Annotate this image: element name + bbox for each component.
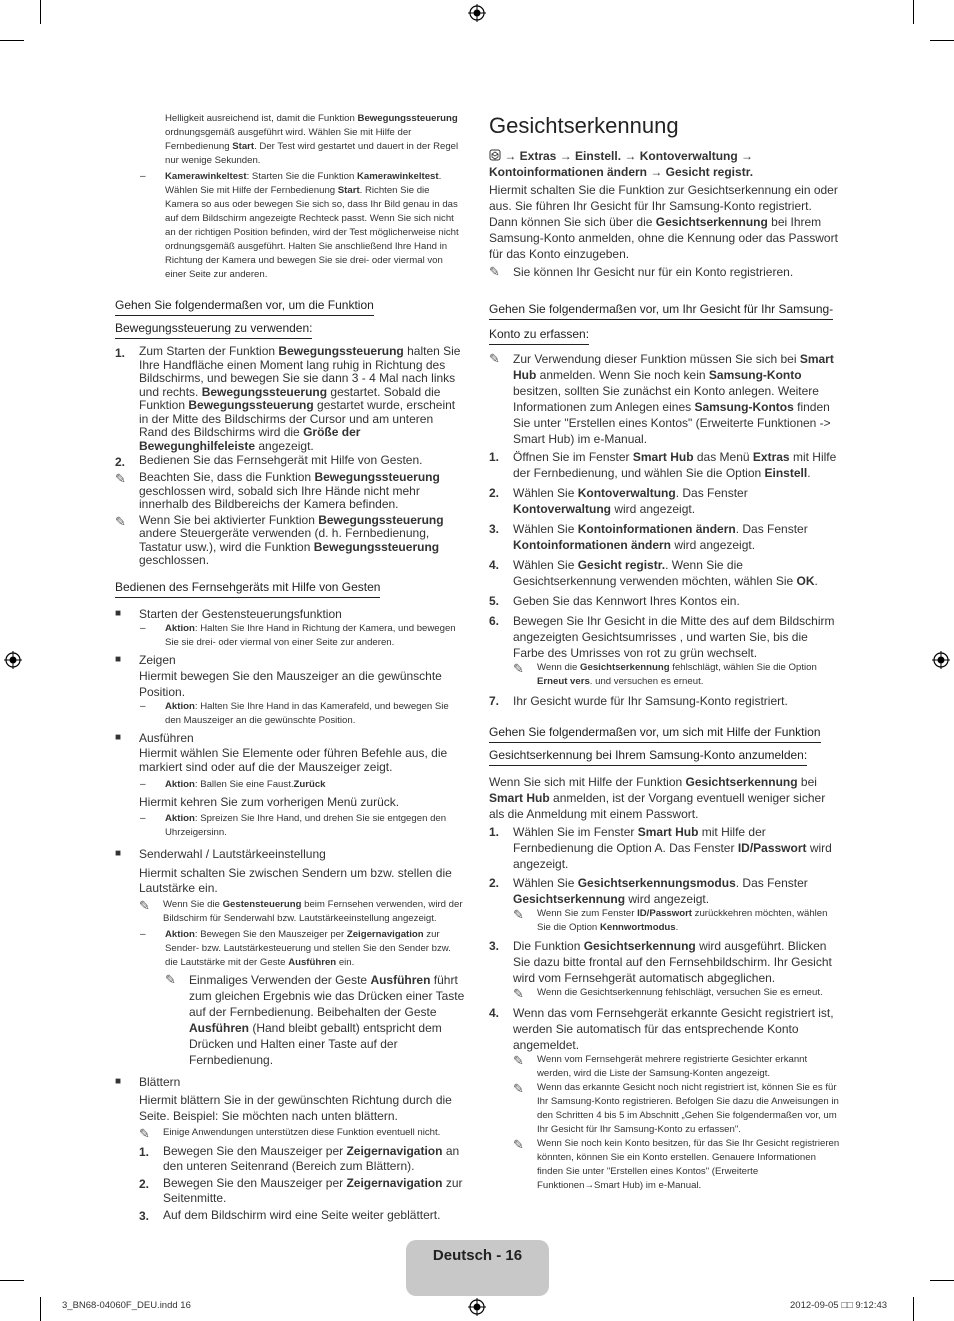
bold-term: Aktion — [165, 700, 195, 712]
text-run: . Der Test wird gestartet und dauert in der Regel nur wenige Sekunden. — [165, 141, 459, 166]
bold-term: Kennwortmodus — [599, 922, 676, 933]
text-run: Wenn das vom Fernsehgerät erkannte Gesicht registriert ist, werden Sie automatisch für das entsprechende Konto angemeldet. — [513, 1006, 834, 1052]
text-run: Beachten Sie, dass die Funktion — [139, 470, 315, 484]
step-text — [139, 454, 465, 470]
text-run: . Das Fenster — [675, 486, 748, 500]
bold-term: Extras — [752, 450, 790, 464]
bold-term: Smart Hub — [489, 791, 550, 805]
text-run: Wenn Sie zum Fenster — [537, 908, 638, 919]
note-text — [537, 661, 841, 689]
text-run: an den unteren Seitenrand (Bereich zum Blättern). — [163, 1143, 460, 1173]
text-run: halten Sie Ihre Handfläche einen Moment lang ruhig in Richtung des Bildschirms, und bewegen Sie sie dann 3 - 4 Mal nach links und rechts. — [139, 344, 461, 399]
bold-term: Kamerawinkeltest — [356, 171, 439, 182]
step-text — [513, 449, 841, 481]
square-bullet-icon: ■ — [115, 1075, 122, 1087]
bold-term: Bewegungssteuerung — [201, 384, 328, 399]
step-number: 1. — [489, 450, 500, 464]
text-run: andere Steuergeräte verwenden (d. h. Fernbedienung, Tastatur usw.), wird die Funktion — [139, 526, 430, 554]
bold-term: Gesichtserkennung — [685, 775, 798, 789]
heading-line: Bedienen des Fernsehgeräts mit Hilfe von Gesten — [115, 579, 380, 598]
step-text — [513, 938, 841, 986]
step-item — [489, 938, 841, 1002]
note-item — [489, 264, 841, 280]
text-run: Wählen Sie — [513, 876, 578, 890]
aktion-item — [115, 812, 465, 840]
text-run: Die Funktion — [513, 939, 584, 953]
dash-bullet: – — [140, 171, 146, 182]
step-text — [513, 875, 841, 907]
text-run: ordnungsgemäß ausgeführt wird. Wählen Sie mit Hilfe der Fernbedienung — [165, 127, 412, 152]
text-run: Wählen Sie — [513, 486, 578, 500]
crop-mark — [930, 1280, 954, 1281]
list-item — [115, 730, 465, 746]
text-run: mit Hilfe der Fernbedienung, und wählen Sie die Option — [513, 450, 837, 480]
text-run: Wählen Sie — [513, 558, 578, 572]
bold-term: Bewegungssteuerung — [188, 398, 314, 412]
text-run: Bedienen Sie das Fernsehgerät mit Hilfe von Gesten. — [139, 453, 423, 467]
text-run: fehlschlägt, wählen Sie die Option — [669, 662, 817, 673]
bold-term: ID/Passwort — [637, 908, 692, 919]
aktion-item — [115, 778, 465, 792]
note-item — [513, 1081, 841, 1137]
registration-mark-icon — [932, 651, 950, 669]
text-run: Wenn die Gesichtserkennung fehlschlägt, versuchen Sie es erneut. — [537, 987, 823, 998]
step-text — [163, 1208, 465, 1224]
text-run: gestartet wurde, erscheint in der Mitte des Bildschirms der Cursor und am unteren Rand des Bildschirms wird die — [139, 398, 456, 439]
section-title: Zeigen — [139, 652, 176, 667]
note-icon: ✎ — [115, 471, 126, 486]
text-run: gestartet. Sobald die Funktion — [139, 384, 441, 412]
step-text — [139, 345, 465, 453]
aktion-text — [165, 812, 465, 840]
aktion-text — [165, 700, 465, 728]
note-icon: ✎ — [513, 1137, 524, 1152]
step-item — [489, 875, 841, 935]
bold-term: Gesichtserkennung — [580, 662, 670, 673]
aktion-item — [115, 622, 465, 650]
note-item — [165, 972, 465, 1068]
step-item — [139, 1144, 465, 1174]
heading-line: Gesichtserkennung bei Ihrem Samsung-Konto anzumelden: — [489, 747, 807, 766]
dash-bullet: – — [140, 778, 146, 790]
text-run: geschlossen. — [139, 553, 210, 567]
text-run: Wählen Sie im Fenster — [513, 825, 638, 839]
bold-term: ID/Passwort — [737, 841, 807, 855]
text-run: wird angezeigt. — [625, 892, 710, 906]
text-run: Zur Verwendung dieser Funktion müssen Sie sich bei — [513, 352, 800, 366]
step-number: 1. — [139, 1144, 150, 1159]
gesture-section — [115, 606, 465, 1224]
section-heading — [489, 300, 841, 345]
aktion-item — [115, 928, 465, 970]
square-bullet-icon: ■ — [115, 653, 122, 665]
bold-term: Bewegungssteuerung — [357, 113, 458, 124]
bold-term: Bewegungssteuerung — [278, 344, 404, 358]
text-run: . Richten Sie die Kamera so aus oder bewegen Sie sich so, dass Ihr Bild genau in das auf dem Bildschirm angezeigte Rechteck passt. Wenn Sie sich nicht an der richtigen Position befinden, wird der Test möglicherweise nicht ordnungsgemäß ausgeführt. Halten Sie anschließend Ihre Hand in Richtung der Kamera und bewegen Sie sie drei- oder viermal von einer Seite zur anderen. — [165, 185, 459, 280]
crop-mark — [40, 1297, 41, 1321]
text-run: : Halten Sie Ihre Hand in Richtung der Kamera, und bewegen Sie sie drei- oder viermal von einer Seite zur anderen. — [165, 622, 456, 648]
step-number: 1. — [115, 346, 126, 360]
step-item — [489, 1005, 841, 1193]
section-title: Blättern — [139, 1074, 181, 1089]
text-run: Wenn Sie noch kein Konto besitzen, für das Sie Ihr Gesicht registrieren könnten, können Sie ein Konto erstellen. Genauere Informationen finden Sie unter "Erstellen eines Kontos" (Erweiterte Funktionen→Smart Hub) im e-Manual. — [537, 1138, 840, 1191]
crop-mark — [913, 0, 914, 24]
note-icon: ✎ — [513, 1081, 524, 1096]
text-run: Bewegen Sie den Mauszeiger per — [163, 1143, 347, 1158]
note-item — [513, 907, 841, 935]
bold-term: Start — [337, 185, 360, 196]
text-run: . Das Fenster — [735, 522, 808, 536]
file-slug: 3_BN68-04060F_DEU.indd 16 — [62, 1300, 191, 1311]
bold-term: Smart Hub — [513, 352, 834, 382]
section-heading — [115, 578, 465, 598]
notes-list — [115, 471, 465, 568]
bold-term: Größe der Bewegunghilfeleiste — [139, 425, 361, 453]
section-text: Hiermit blättern Sie in der gewünschten Richtung durch die Seite. Beispiel: Sie möchten nach unten blättern. — [139, 1092, 452, 1123]
crop-mark — [0, 1280, 24, 1281]
steps-list — [489, 824, 841, 1193]
right-column — [489, 112, 841, 1196]
text-run: Wenn die — [537, 662, 581, 673]
menu-icon — [489, 149, 501, 161]
note-icon: ✎ — [489, 351, 500, 366]
bold-term: Gestensteuerung — [222, 898, 302, 910]
text-run: . — [675, 922, 679, 933]
note-item — [513, 661, 841, 689]
step-number: 4. — [489, 558, 500, 572]
dash-bullet: – — [140, 812, 146, 824]
step-item — [489, 449, 841, 481]
note-text — [537, 986, 841, 1002]
text-run: geschlossen wird, sobald sich Ihre Hände nicht mehr innerhalb des Bildbereichs der Kamera befinden. — [139, 483, 420, 511]
text-run: anmelden. Wenn Sie noch kein — [536, 368, 709, 382]
crop-mark — [40, 0, 41, 24]
text-run: wird angezeigt. — [513, 841, 832, 871]
step-item — [489, 613, 841, 689]
intro-paragraph — [165, 112, 465, 168]
aktion-text — [165, 928, 465, 970]
list-item — [115, 652, 465, 668]
steps-list — [115, 345, 465, 470]
step-number: 7. — [489, 694, 500, 708]
step-item — [489, 557, 841, 589]
heading-line: Konto zu erfassen: — [489, 326, 589, 345]
bold-term: Samsung-Konto — [708, 368, 802, 382]
text-run: Wenn vom Fernsehgerät mehrere registrierte Gesichter erkannt werden, wird die Liste der Samsung-Konten angezeigt. — [537, 1054, 808, 1079]
text-run: angezeigt. — [255, 438, 314, 453]
text-run: mit Hilfe der Fernbedienung die Option A. Das Fenster — [513, 825, 766, 855]
page-number-label: Deutsch - 16 — [432, 1247, 523, 1264]
note-item — [513, 986, 841, 1002]
step-text — [513, 1005, 841, 1053]
note-text — [537, 907, 841, 935]
text-run: : Ballen Sie eine Faust. — [194, 778, 294, 790]
text-run: . — [807, 466, 811, 480]
bold-term: Ausführen — [370, 972, 431, 987]
note-text — [537, 1053, 841, 1081]
step-item — [489, 824, 841, 872]
bold-term: Zeigernavigation — [346, 1175, 443, 1190]
text-run: . Das Fenster — [735, 876, 808, 890]
bold-term: Aktion — [165, 928, 195, 940]
note-item — [513, 1137, 841, 1193]
step-number: 3. — [489, 522, 500, 536]
step-text — [513, 693, 841, 709]
note-text — [537, 1137, 841, 1193]
bold-term: Einstell — [764, 466, 808, 480]
intro-paragraph — [489, 182, 841, 262]
text-run: führt zum gleichen Ergebnis wie das Drücken einer Taste auf der Fernbedienung. Beibehalten der Geste — [189, 972, 465, 1019]
text-run: zur Sender- bzw. Lautstärkesteuerung und stellen Sie den Sender bzw. die Lautstärke mit der Geste — [165, 928, 451, 968]
text-run: anmelden, ist der Vorgang eventuell weniger sicher als die Anmeldung mit einem Passwort. — [489, 791, 826, 821]
step-number: 3. — [489, 939, 500, 953]
bold-term: Zurück — [293, 778, 326, 790]
text-run: finden Sie unter "Erstellen eines Kontos" (Erweiterte Funktionen -> Smart Hub) im e-Manual. — [513, 400, 831, 446]
list-item — [115, 606, 465, 622]
registration-mark-icon — [468, 1298, 486, 1316]
text-run: das Menü — [693, 450, 753, 464]
section-title: Starten der Gestensteuerungsfunktion — [139, 606, 342, 621]
bold-term: OK — [796, 574, 815, 588]
bold-term: Samsung-Kontos — [694, 400, 794, 414]
crop-mark — [0, 40, 24, 41]
login-intro — [489, 774, 841, 822]
bold-term: Bewegungssteuerung — [314, 470, 440, 484]
bold-term: Kontoverwaltung — [577, 486, 676, 500]
bold-term: Smart Hub — [637, 825, 699, 839]
list-item — [115, 1074, 465, 1090]
note-text — [139, 471, 465, 512]
note-text — [189, 972, 465, 1068]
note-item — [115, 471, 465, 512]
section-text: Hiermit kehren Sie zum vorherigen Menü zurück. — [139, 794, 400, 809]
date-slug: 2012-09-05 □□ 9:12:43 — [790, 1300, 888, 1311]
bold-term: Aktion — [165, 622, 195, 634]
text-run: beim Fernsehen verwenden, wird der Bildschirm für Senderwahl bzw. Lautstärkeeinstellung angezeigt. — [163, 898, 463, 924]
text-run: Hiermit schalten Sie die Funktion zur Gesichtserkennung ein oder aus. Sie führen Ihr Gesicht für Ihr Samsung-Konto registriert. Dann können Sie sich über die — [489, 183, 838, 229]
square-bullet-icon: ■ — [115, 731, 122, 743]
note-text: Einige Anwendungen unterstützen diese Funktion eventuell nicht. — [163, 1126, 441, 1138]
text-run: Wenn Sie die — [163, 898, 223, 910]
steps-list — [489, 449, 841, 709]
text-run: bei Ihrem Samsung-Konto anmelden, ohne die Kennung oder das Passwort für das Konto einzugeben. — [489, 215, 838, 261]
text-run: Wählen Sie — [513, 522, 578, 536]
note-item — [139, 1126, 465, 1142]
registration-mark-icon — [468, 4, 486, 22]
bold-term: Erneut vers — [537, 676, 590, 687]
text-run: . Wählen Sie mit Hilfe der Fernbedienung — [165, 171, 442, 196]
note-icon: ✎ — [165, 971, 176, 987]
note-icon: ✎ — [513, 986, 524, 1001]
dash-bullet: – — [140, 622, 146, 634]
list-item — [115, 846, 465, 862]
step-number: 5. — [489, 594, 500, 608]
bold-term: Kamerawinkeltest — [165, 171, 247, 182]
heading-line: Bewegungssteuerung zu verwenden: — [115, 320, 312, 339]
text-run: : Starten Sie die Funktion — [246, 171, 357, 182]
text-run: . Wenn Sie die Gesichtserkennung verwenden möchten, wählen Sie — [513, 558, 797, 588]
text-run: Wenn das erkannte Gesicht noch nicht registriert ist, können Sie es für Ihr Samsung-Konto registrieren. Befolgen Sie dazu die Anweisungen in den Schritten 4 bis 5 im Abschnitt „Gehen Sie folgendermaßen vor, um Ihr Gesicht für Ihr Samsung-Konto zu erfassen". — [537, 1082, 839, 1135]
text-run: besitzen, sollten Sie zunächst ein Konto anlegen. Weitere Informationen zum Anlegen eines — [513, 384, 819, 414]
bold-term: Gesichtserkennungsmodus — [577, 876, 736, 890]
text-run: (Hand bleibt geballt) entspricht dem Drücken und Halten einer Taste auf der Fernbedienung. — [189, 1020, 442, 1067]
step-number: 1. — [489, 825, 500, 839]
bold-term: Aktion — [165, 778, 195, 790]
step-text — [163, 1176, 465, 1206]
note-icon: ✎ — [513, 1053, 524, 1068]
bold-term: Bewegungssteuerung — [318, 512, 444, 527]
text-run: zur Seitenmitte. — [163, 1175, 463, 1205]
section-text: Hiermit schalten Sie zwischen Sendern um bzw. stellen die Lautstärke ein. — [139, 865, 452, 895]
bold-term: Bewegungssteuerung — [313, 539, 440, 554]
section-text: Hiermit wählen Sie Elemente oder führen Befehle aus, die markiert sind oder auf die der Mauszeiger zeigt. — [139, 745, 448, 774]
text-run: zurückkehren möchten, wählen Sie die Option — [537, 908, 828, 933]
step-item — [489, 521, 841, 553]
note-icon: ✎ — [489, 264, 500, 279]
heading-line: Gehen Sie folgendermaßen vor, um sich mit Hilfe der Funktion — [489, 724, 821, 743]
section-title: Senderwahl / Lautstärkeeinstellung — [139, 846, 326, 861]
left-column — [115, 112, 465, 1226]
bold-term: Kontoinformationen ändern — [577, 522, 736, 536]
dash-bullet: – — [140, 928, 146, 940]
text-run: : Bewegen Sie den Mauszeiger per — [194, 928, 347, 940]
bold-term: Kontoverwaltung — [513, 502, 611, 516]
text-run: Auf dem Bildschirm wird eine Seite weiter geblättert. — [163, 1207, 441, 1222]
bold-term: Smart Hub — [632, 450, 694, 464]
section-text: Hiermit bewegen Sie den Mauszeiger an die gewünschte Position. — [139, 668, 442, 699]
step-number: 6. — [489, 614, 500, 628]
page-title: Gesichtserkennung — [489, 113, 679, 138]
text-run: wird angezeigt. — [671, 538, 756, 552]
note-icon: ✎ — [139, 1125, 150, 1141]
bold-term: Kontoinformationen ändern — [513, 538, 671, 552]
note-icon: ✎ — [139, 897, 150, 913]
crop-mark — [913, 1297, 914, 1321]
note-icon: ✎ — [513, 661, 524, 676]
step-item — [115, 345, 465, 453]
step-number: 4. — [489, 1006, 500, 1020]
dash-bullet: – — [140, 700, 146, 712]
square-bullet-icon: ■ — [115, 607, 122, 619]
text-run: Helligkeit ausreichend ist, damit die Funktion — [165, 113, 358, 124]
aktion-text — [165, 778, 465, 792]
kamera-item-text — [165, 170, 465, 282]
step-number: 2. — [489, 486, 500, 500]
section-title: Ausführen — [139, 730, 194, 745]
step-text — [513, 593, 841, 609]
note-text — [537, 1081, 841, 1137]
step-number: 2. — [115, 455, 126, 469]
text-run: Ihr Gesicht wurde für Ihr Samsung-Konto registriert. — [513, 694, 788, 708]
square-bullet-icon: ■ — [115, 847, 122, 859]
bold-term: Ausführen — [288, 956, 337, 968]
step-number: 2. — [489, 876, 500, 890]
step-text — [513, 521, 841, 553]
note-item — [139, 898, 465, 926]
note-icon: ✎ — [513, 907, 524, 922]
text-run: wird ausgeführt. Blicken Sie dazu bitte frontal auf den Fernsehbildschirm. Ihr Gesicht wird vom Fernsehgerät automatisch abgeglichen. — [513, 939, 832, 985]
note-item — [513, 1053, 841, 1081]
step-number: 3. — [139, 1208, 150, 1223]
text-run: . und versuchen es erneut. — [589, 676, 704, 687]
text-run: Wenn Sie sich mit Hilfe der Funktion — [489, 775, 686, 789]
step-number: 2. — [139, 1176, 150, 1191]
text-run: Einmaliges Verwenden der Geste — [189, 972, 371, 987]
step-item — [489, 485, 841, 517]
text-run: bei — [797, 775, 817, 789]
text-run: Wenn Sie bei aktivierter Funktion — [139, 512, 319, 527]
text-run: wird angezeigt. — [611, 502, 696, 516]
step-item — [139, 1176, 465, 1206]
bold-term: Start — [232, 141, 255, 152]
heading-line: Gehen Sie folgendermaßen vor, um Ihr Gesicht für Ihr Samsung- — [489, 301, 833, 320]
bold-term: Gesicht registr. — [577, 558, 666, 572]
text-run: Zum Starten der Funktion — [139, 344, 279, 358]
registration-mark-icon — [4, 651, 22, 669]
bold-term: Gesichtserkennung — [655, 215, 768, 229]
bold-term: Aktion — [165, 812, 195, 824]
text-run: Bewegen Sie den Mauszeiger per — [163, 1175, 347, 1190]
text-run: : Halten Sie Ihre Hand in das Kamerafeld, und bewegen Sie den Mauszeiger an die gewünschte Position. — [165, 700, 449, 726]
step-item — [489, 693, 841, 709]
note-text — [139, 514, 465, 568]
bold-term: Gesichtserkennung — [513, 892, 626, 906]
menu-path-text — [489, 149, 753, 179]
note-text — [163, 898, 465, 926]
bold-term: Zeigernavigation — [346, 1143, 443, 1158]
note-icon: ✎ — [115, 513, 126, 529]
text-run: → Extras → Einstell. → Kontoverwaltung → Kontoinformationen ändern → Gesicht registr. — [489, 149, 754, 179]
crop-mark — [930, 40, 954, 41]
step-text — [513, 485, 841, 517]
text-run: Bewegen Sie Ihr Gesicht in die Mitte des auf dem Bildschirm angezeigten Gesichtsumrisses , und warten Sie, bis die Farbe des Umrisses von rot zu grün wechselt. — [513, 614, 835, 660]
text-run: Öffnen Sie im Fenster — [513, 450, 633, 464]
step-text — [163, 1144, 465, 1174]
heading-line: Gehen Sie folgendermaßen vor, um die Funktion — [115, 297, 374, 316]
step-text — [513, 824, 841, 872]
list-item — [115, 170, 465, 282]
text-run: Geben Sie das Kennwort Ihres Kontos ein. — [513, 594, 740, 608]
note-text: Sie können Ihr Gesicht nur für ein Konto registrieren. — [513, 265, 794, 279]
step-item — [139, 1208, 465, 1224]
note-item — [489, 351, 841, 447]
step-text — [513, 613, 841, 661]
section-heading — [489, 723, 841, 766]
section-heading — [115, 296, 465, 339]
text-run: : Spreizen Sie Ihre Hand, und drehen Sie sie entgegen den Uhrzeigersinn. — [165, 812, 447, 838]
note-item — [115, 514, 465, 568]
bold-term: Gesichtserkennung — [583, 939, 696, 953]
aktion-item — [115, 700, 465, 728]
text-run: ein. — [336, 956, 355, 968]
bold-term: Zeigernavigation — [346, 928, 424, 940]
step-item — [489, 593, 841, 609]
bold-term: Ausführen — [189, 1020, 249, 1035]
menu-path — [489, 148, 841, 180]
note-text — [513, 351, 841, 447]
step-text — [513, 557, 841, 589]
steps-list — [139, 1144, 465, 1224]
step-item — [115, 454, 465, 470]
text-run: . — [814, 574, 818, 588]
aktion-text — [165, 622, 465, 650]
